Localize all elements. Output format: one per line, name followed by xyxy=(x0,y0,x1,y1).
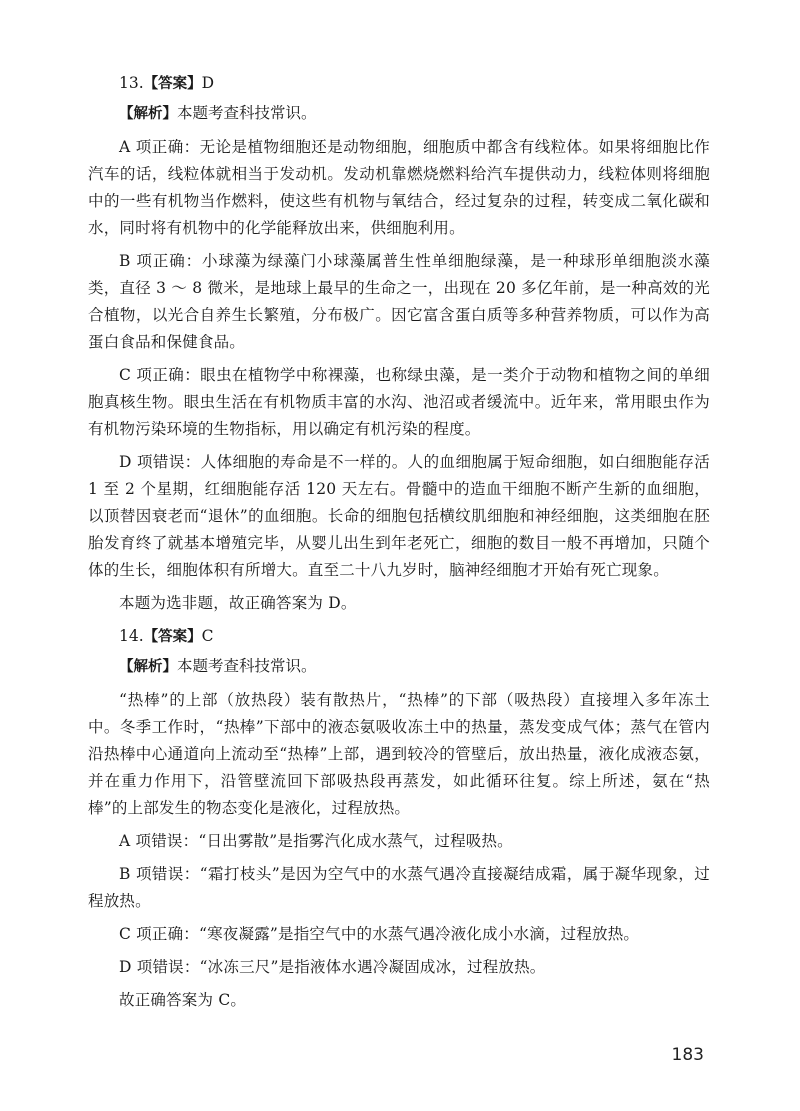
question-13-answer-line xyxy=(88,70,710,98)
paragraph: C 项正确：“寒夜凝露”是指空气中的水蒸气遇冷液化成小水滴，过程放热。 xyxy=(119,925,640,943)
question-14-answer-line xyxy=(88,623,710,651)
answer-value: C xyxy=(201,627,214,645)
paragraph: A 项错误：“日出雾散”是指雾汽化成水蒸气，过程吸热。 xyxy=(119,832,513,850)
paragraph: B 项错误：“霜打枝头”是因为空气中的水蒸气遇冷直接凝结成霜，属于凝华现象，过程放热。 xyxy=(88,865,710,910)
analysis-text: 本题考查科技常识。 xyxy=(177,104,317,122)
question-14-analysis-line xyxy=(88,653,710,681)
paragraph: B 项正确：小球藻为绿藻门小球藻属普生性单细胞绿藻，是一种球形单细胞淡水藻类，直径 3 ～ 8 微米，是地球上最早的生命之一，出现在 20 多亿年前，是一种高效的光合植物，以光合自养生长繁殖，分布极广。因它富含蛋白质等多种营养物质，可以作为高蛋白食品和保健食品。 xyxy=(88,252,710,351)
question-number: 13. xyxy=(119,74,144,92)
paragraph: A 项正确：无论是植物细胞还是动物细胞，细胞质中都含有线粒体。如果将细胞比作汽车的话，线粒体就相当于发动机。发动机靠燃烧燃料给汽车提供动力，线粒体则将细胞中的一些有机物当作燃料，使这些有机物与氧结合，经过复杂的过程，转变成二氧化碳和水，同时将有机物中的化学能释放出来，供细胞利用。 xyxy=(88,138,710,237)
paragraph: D 项错误：“冰冻三尺”是指液体水遇冷凝固成冰，过程放热。 xyxy=(119,958,546,976)
paragraph: C 项正确：眼虫在植物学中称裸藻，也称绿虫藻，是一类介于动物和植物之间的单细胞真核生物。眼虫生活在有机物质丰富的水沟、池沼或者缓流中。近年来，常用眼虫作为有机物污染环境的生物指标，用以确定有机污染的程度。 xyxy=(88,366,710,438)
answer-value: D xyxy=(201,74,215,92)
question-13-analysis-line xyxy=(88,100,710,128)
analysis-label: 【解析】 xyxy=(119,106,177,122)
answer-label: 【答案】 xyxy=(143,629,202,645)
paragraph: 本题为选非题，故正确答案为 D。 xyxy=(119,594,357,612)
page-number: 183 xyxy=(671,1045,704,1065)
paragraph: “热棒”的上部（放热段）装有散热片，“热棒”的下部（吸热段）直接埋入多年冻土中。冬季工作时，“热棒”下部中的液态氨吸收冻土中的热量，蒸发变成气体；蒸气在管内沿热棒中心通道向上流动至“热棒”上部，遇到较冷的管壁后，放出热量，液化成液态氨，并在重力作用下，沿管壁流回下部吸热段再蒸发，如此循环往复。综上所述，氨在“热棒”的上部发生的物态变化是液化，过程放热。 xyxy=(88,691,710,817)
paragraph: D 项错误：人体细胞的寿命是不一样的。人的血细胞属于短命细胞，如白细胞能存活 1 至 2 个星期，红细胞能存活 120 天左右。骨髓中的造血干细胞不断产生新的血细胞，以顶替因衰老而“退休”的血细胞。长命的细胞包括横纹肌细胞和神经细胞，这类细胞在胚胎发育终了就基本增殖完毕，从婴儿出生到年老死亡，细胞的数目一般不再增加，只随个体的生长，细胞体积有所增大。直至二十八九岁时，脑神经细胞才开始有死亡现象。 xyxy=(88,453,710,579)
paragraph: 故正确答案为 C。 xyxy=(119,991,247,1009)
analysis-text: 本题考查科技常识。 xyxy=(177,657,317,675)
document-body xyxy=(88,70,710,1020)
analysis-label: 【解析】 xyxy=(119,659,177,675)
question-number: 14. xyxy=(119,627,144,645)
answer-label: 【答案】 xyxy=(143,76,202,92)
